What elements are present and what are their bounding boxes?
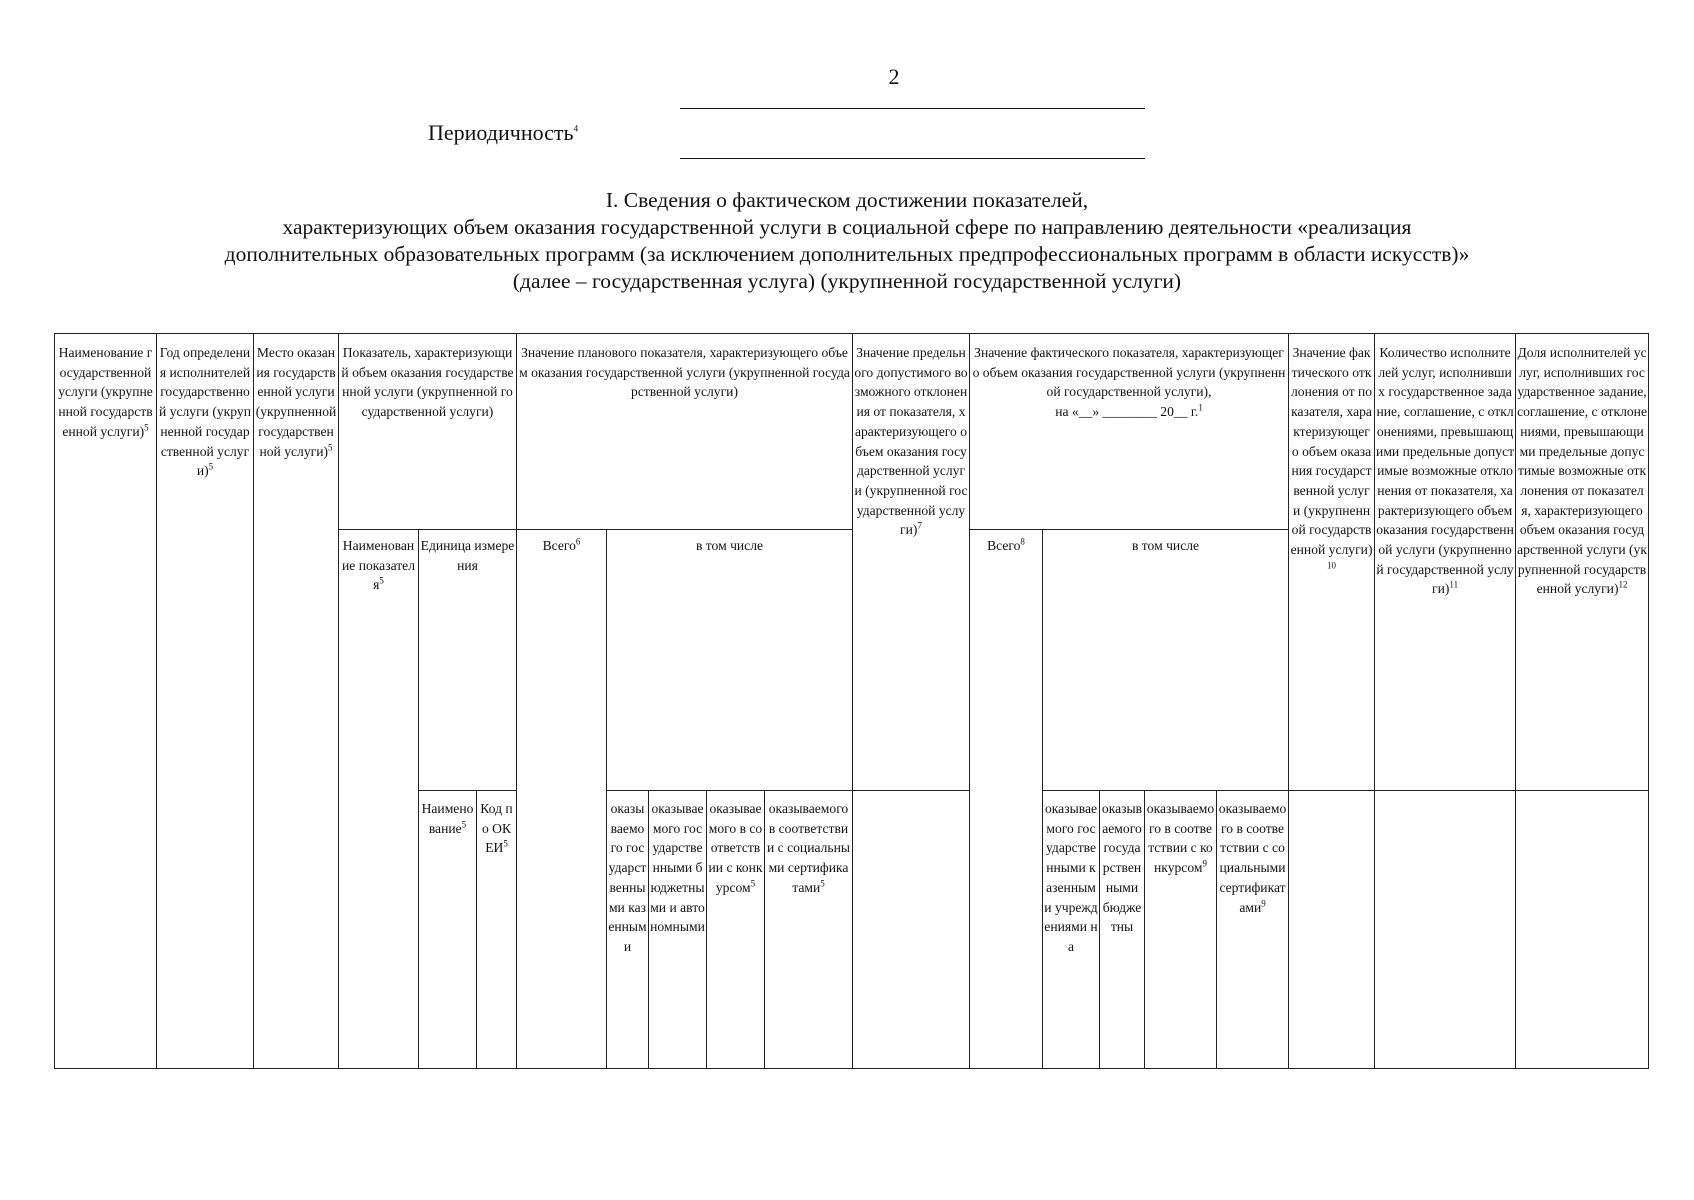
header-unit-name: Наименование$^5$: [419, 791, 477, 1069]
header-share-executors: Доля исполнителей услуг, исполнивших государственное задание, соглашение, с отклонениями, превышающими предельные допустимые возможные отклонения от показателя, характеризующего объем оказания государственной услуги (укрупненной государственной услуги)$^{12}$: [1516, 334, 1649, 791]
header-fact-budget: оказываемого государственными бюджетны: [1100, 791, 1145, 1069]
title-line-4: (далее – государственная услуга) (укрупненной государственной услуги): [512, 269, 1182, 293]
header-deviation: Значение предельного допустимого возможного отклонения от показателя, характеризующего объем оказания государственной услуги (укрупненной государственной услуги)$^7$: [853, 334, 970, 791]
header-planned-including: в том числе: [607, 530, 853, 791]
header-year: Год определения исполнителей государственной услуги (укрупненной государственной услуги)$^5$: [157, 334, 254, 1069]
page-number: 2: [888, 64, 900, 89]
report-table: [54, 333, 1649, 1069]
count-executors-empty-cell: [1375, 791, 1516, 1069]
title-line-3: дополнительных образовательных программ (за исключением дополнительных предпрофессиональных программ в области искусств)»: [224, 242, 1470, 266]
header-unit: Единица измерения: [419, 530, 517, 791]
actual-deviation-empty-cell: [1289, 791, 1375, 1069]
page-number-underline: [680, 108, 1145, 109]
periodicity-text: Периодичность: [428, 120, 574, 145]
header-actual-value: Значение фактического показателя, характеризующего объем оказания государственной услуги (укрупненной государственной услуги), на «__» ________ 20__ г.$^1$: [970, 334, 1289, 530]
header-plan-kazennye: оказываемого государственными казенными: [607, 791, 649, 1069]
title-line-2: характеризующих объем оказания государственной услуги в социальной сфере по направлению деятельности «реализация: [282, 215, 1412, 239]
periodicity-underline: [680, 158, 1145, 159]
header-planned-value: Значение планового показателя, характеризующего объем оказания государственной услуги (укрупненной государственной услуги): [517, 334, 853, 530]
deviation-empty-cell: [853, 791, 970, 1069]
header-planned-total: Всего$^6$: [517, 530, 607, 1069]
header-indicator-name: Наименование показателя$^5$: [339, 530, 419, 1069]
header-actual-total: Всего$^8$: [970, 530, 1043, 1069]
header-place: Место оказания государственной услуги (укрупненной государственной услуги)$^5$: [254, 334, 339, 1069]
section-title: [0, 187, 1694, 295]
share-executors-empty-cell: [1516, 791, 1649, 1069]
periodicity-footnote: 4: [573, 123, 579, 134]
header-unit-okei: Код по ОКЕИ$^5$: [477, 791, 517, 1069]
header-indicator: Показатель, характеризующий объем оказания государственной услуги (укрупненной государственной услуги): [339, 334, 517, 530]
header-service-name: Наименование государственной услуги (укрупненной государственной услуги)$^5$: [55, 334, 157, 1069]
header-fact-kazennye: оказываемого государственными казенными учреждениями на: [1043, 791, 1100, 1069]
periodicity-label: [428, 120, 578, 146]
title-line-1: I. Сведения о фактическом достижении показателей,: [605, 188, 1089, 212]
header-plan-konkurs: оказываемого в соответствии с конкурсом$^5$: [707, 791, 765, 1069]
header-actual-including: в том числе: [1043, 530, 1289, 791]
header-fact-konkurs: оказываемого в соответствии с конкурсом$^9$: [1145, 791, 1217, 1069]
header-plan-budget: оказываемого государственными бюджетными и автономными: [649, 791, 707, 1069]
header-fact-cert: оказываемого в соответствии с социальными сертификатами$^9$: [1217, 791, 1289, 1069]
header-actual-deviation: Значение фактического отклонения от показателя, характеризующего объем оказания государственной услуги (укрупненной государственной услуги)$^{10}$: [1289, 334, 1375, 791]
header-count-executors: Количество исполнителей услуг, исполнивших государственное задание, соглашение, с отклонениями, превышающими предельные допустимые возможные отклонения от показателя, характеризующего объем оказания государственной услуги (укрупненной государственной услуги)$^{11}$: [1375, 334, 1516, 791]
header-plan-cert: оказываемого в соответствии с социальными сертификатами$^5$: [765, 791, 853, 1069]
